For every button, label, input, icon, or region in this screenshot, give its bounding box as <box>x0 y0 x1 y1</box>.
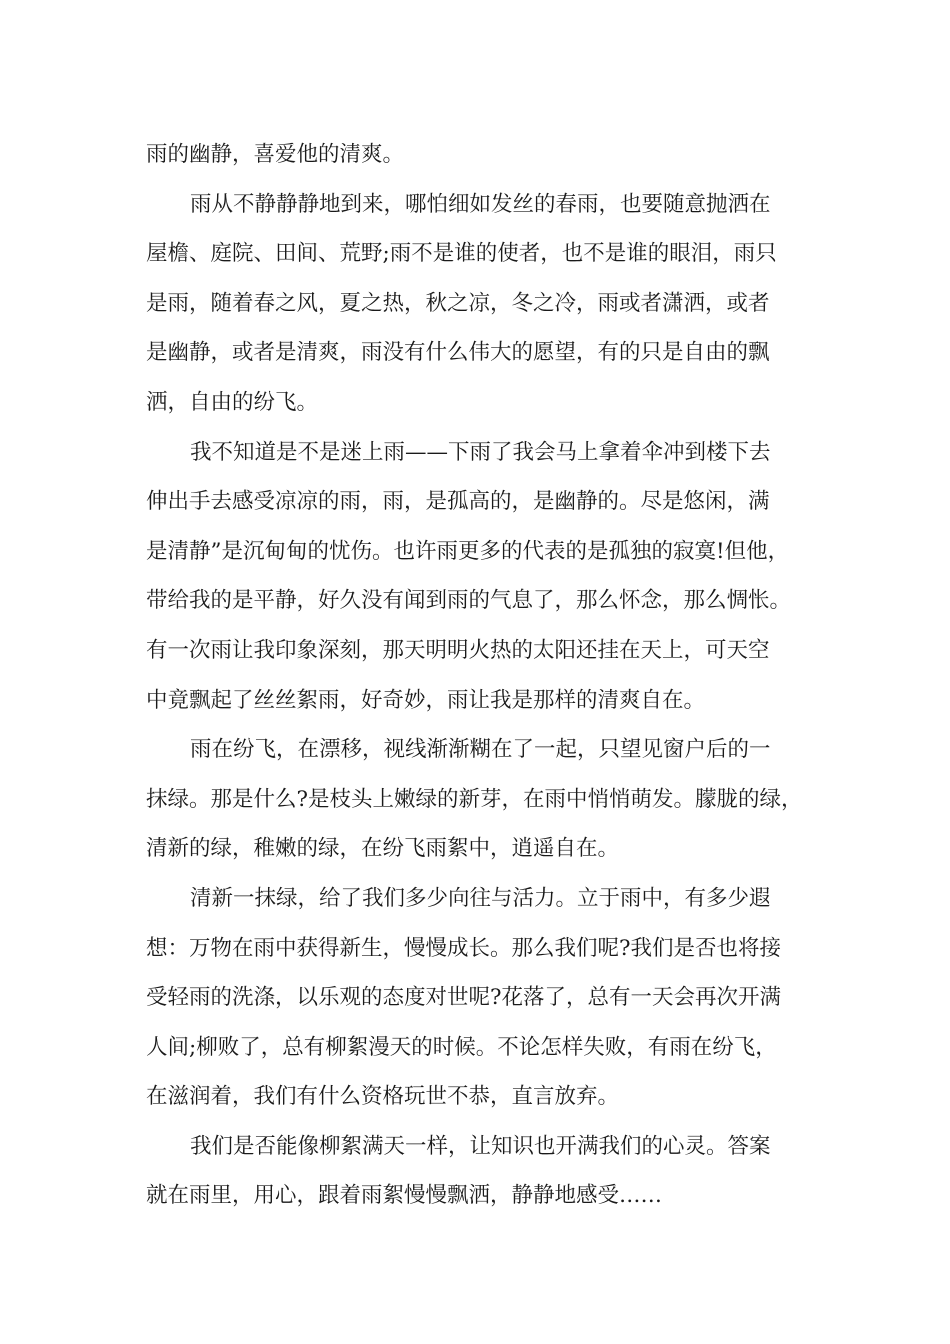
text-line: 有一次雨让我印象深刻，那天明明火热的太阳还挂在天上，可天空 <box>146 637 770 663</box>
body-text <box>146 130 816 1221</box>
text-line: 人间;柳败了，总有柳絮漫天的时候。不论怎样失败，有雨在纷飞， <box>146 1034 777 1060</box>
text-line: 屋檐、庭院、田间、荒野;雨不是谁的使者，也不是谁的眼泪，雨只 <box>146 241 777 267</box>
text-line: 雨从不静静静地到来，哪怕细如发丝的春雨，也要随意抛洒在 <box>190 191 771 217</box>
text-line: 洒，自由的纷飞。 <box>146 389 319 415</box>
text-line: 中竟飘起了丝丝絮雨，好奇妙，雨让我是那样的清爽自在。 <box>146 687 706 713</box>
text-line: 是幽静，或者是清爽，雨没有什么伟大的愿望，有的只是自由的飘 <box>146 340 770 366</box>
text-line: 我们是否能像柳絮满天一样，让知识也开满我们的心灵。答案 <box>190 1133 771 1159</box>
text-line: 是雨，随着春之风，夏之热，秋之凉，冬之冷，雨或者潇洒，或者 <box>146 290 770 316</box>
text-line: 受轻雨的洗涤，以乐观的态度对世呢?花落了，总有一天会再次开满 <box>146 985 782 1011</box>
text-line: 带给我的是平静，好久没有闻到雨的气息了，那么怀念，那么惆怅。 <box>146 588 792 614</box>
text-line: 清新一抹绿，给了我们多少向往与活力。立于雨中，有多少遐 <box>190 885 771 911</box>
text-line: 抹绿。那是什么?是枝头上嫩绿的新芽，在雨中悄悄萌发。朦胧的绿， <box>146 786 803 812</box>
text-line: 清新的绿，稚嫩的绿，在纷飞雨絮中，逍遥自在。 <box>146 836 620 862</box>
text-line: 在滋润着，我们有什么资格玩世不恭，直言放弃。 <box>146 1084 620 1110</box>
text-line: 就在雨里，用心，跟着雨絮慢慢飘洒，静静地感受…… <box>146 1183 663 1209</box>
text-line: 雨的幽静，喜爱他的清爽。 <box>146 142 405 167</box>
text-line: 雨在纷飞，在漂移，视线渐渐糊在了一起，只望见窗户后的一 <box>190 737 771 763</box>
text-line: 我不知道是不是迷上雨——下雨了我会马上拿着伞冲到楼下去 <box>190 439 771 465</box>
text-line: 伸出手去感受凉凉的雨，雨，是孤高的，是幽静的。尽是悠闲，满 <box>146 489 770 515</box>
text-line: 是清静”是沉甸甸的忧伤。也许雨更多的代表的是孤独的寂寞!但他， <box>146 538 790 564</box>
text-line: 想：万物在雨中获得新生，慢慢成长。那么我们呢?我们是否也将接 <box>146 935 782 961</box>
